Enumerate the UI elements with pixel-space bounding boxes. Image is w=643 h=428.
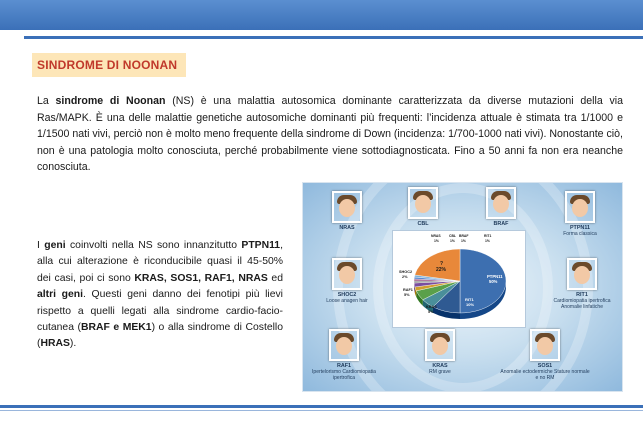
patient-photo [329,329,359,361]
pie-label-kras-pct: 5% [428,310,434,314]
top-banner [0,0,643,30]
genes-paragraph [37,238,283,353]
patient-gene: RIT1 [576,292,588,298]
pie-label-kras: KRAS [426,305,437,309]
patient-gene: PTPN11 [569,225,591,231]
pie-label-rit1-top-pct: 1% [485,239,490,243]
pie-label-rit1-pct: 10% [466,302,475,307]
patient-card-kras [418,329,462,375]
patient-card-ptpn11 [555,191,605,237]
pie-chart [393,231,527,329]
top-divider [24,36,643,39]
bottom-divider [0,405,643,408]
pie-label-cbl: CBL [449,234,456,238]
genes-bold-2: PTPN11 [241,240,281,251]
patient-desc: Forma classica [563,231,597,237]
patient-photo [486,187,516,219]
patient-desc: Cardiomiopatia ipertrofica Anomalie linfatiche [553,298,611,310]
pie-label-braf: BRAF [459,234,469,238]
pie-label-braf-pct: 1% [461,239,466,243]
pie-label-unknown: ? [440,261,444,267]
pie-label-raf1-pct: 5% [404,293,410,297]
pie-label-ptpn11: PTPN11 [487,274,503,279]
pie-label-rit1-top: RIT1 [484,234,492,238]
genes-text-4: ed [267,272,283,284]
patient-gene: NRAS [339,225,355,231]
pie-label-shoc2: SHOC2 [399,270,413,274]
patient-gene: SOS1 [537,363,553,369]
genes-text-1: I [37,240,45,251]
intro-text-2: (NS) è una malattia autosomica dominante caratterizzata da diverse mutazioni della via Ras/MAPK. È una delle malattie genetiche autosomiche dominanti più frequenti: l’incidenza attuale è stimata tra 1/1000 e 1/1500 nati vivi, perciò non è molto meno frequente della sindrome di Down (incidenza: 1/700-1000 nati vivi). Nonostante ciò, non è una patologia molto conosciuta, perché probabilmente viene sottodiagnosticata. Fino a 50 anni fa non era neanche conosciuta. [37,95,623,173]
pie-label-ptpn11-pct: 50% [489,279,498,284]
pie-label-unknown-pct: 22% [436,267,447,273]
patient-card-cbl [403,187,443,227]
patient-photo [332,258,362,290]
patient-desc: Ipertelorismo Cardiomiopatia ipertrofica [312,369,376,381]
patient-photo [332,191,362,223]
genes-bold-3: KRAS, SOS1, RAF1, NRAS [134,272,268,284]
gene-figure [302,182,623,392]
genes-bold-4: altri geni [37,289,84,301]
patient-card-raf1 [309,329,379,381]
pie-chart-panel [392,230,526,328]
genes-text-3: , alla cui alterazione è riconducibile quasi il 45-50% dei casi, poi ci sono [37,240,283,284]
pie-label-nras: NRAS [431,234,441,238]
patient-gene: CBL [417,221,429,227]
pie-label-nras-pct: 1% [434,239,439,243]
patient-photo [408,187,438,219]
patient-card-nras [327,191,367,231]
patient-gene: KRAS [432,363,448,369]
genes-bold-5: BRAF e MEK1 [80,322,152,334]
patient-card-shoc2 [317,258,377,304]
genes-text-6: ) o alla sindrome di Costello ( [37,322,284,350]
page-title: SINDROME DI NOONAN [32,53,186,77]
bottom-divider-thin [0,410,643,411]
genes-text-2: coinvolti nella NS sono innanzitutto [65,240,242,251]
patient-card-rit1 [543,258,621,310]
patient-gene: BRAF [493,221,509,227]
patient-photo [565,191,595,223]
pie-label-rit1: RIT1 [465,297,474,302]
intro-bold-1: sindrome di Noonan [55,95,166,107]
patient-photo [530,329,560,361]
genes-text-7: ). [69,338,77,350]
pie-label-shoc2-pct: 2% [402,275,408,279]
patient-photo [425,329,455,361]
genes-bold-1: geni [44,240,66,251]
patient-photo [567,258,597,290]
patient-card-braf [481,187,521,227]
pie-label-cbl-pct: 1% [450,239,455,243]
patient-desc: Loose anagen hair [326,298,368,304]
genes-bold-6: HRAS [40,338,70,350]
patient-desc: Anomalie ectodermiche Stature normale e no RM [500,369,590,381]
patient-gene: RAF1 [336,363,352,369]
patient-card-sos1 [499,329,591,381]
patient-gene: SHOC2 [337,292,357,298]
genes-text-5: . Questi geni danno dei fenotipi più lievi rispetto a quelli legati alla sindrome cardio-facio-cutanea ( [37,289,283,334]
intro-paragraph [37,93,623,176]
intro-text-1: La [37,95,56,107]
pie-label-raf1: RAF1 [403,288,413,292]
patient-desc: RM grave [429,369,451,375]
